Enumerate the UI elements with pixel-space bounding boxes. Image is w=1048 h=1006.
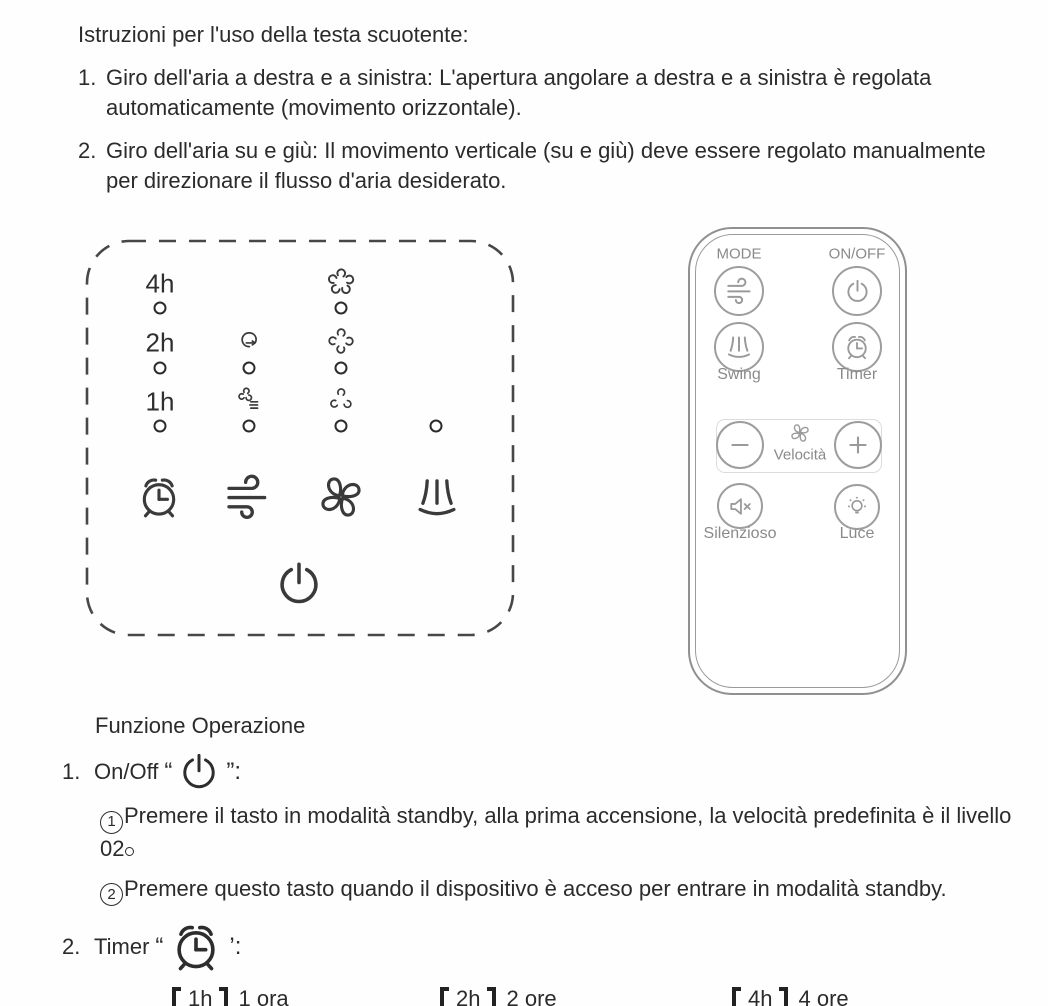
mute-icon <box>727 493 754 520</box>
indicator-dot <box>154 302 167 315</box>
intro-title: Istruzioni per l'uso della testa scuotente: <box>78 22 469 47</box>
fan-speed-icon <box>318 474 365 521</box>
mode-button <box>714 266 764 316</box>
quote-close: ”: <box>226 758 242 785</box>
alarm-timer-icon <box>169 920 223 974</box>
ideographic-period <box>125 847 134 856</box>
control-panel-diagram <box>85 239 515 637</box>
timer-value: 2 ore <box>506 986 557 1006</box>
list-number: 1. <box>78 65 97 90</box>
timer-1h-label: 1h <box>145 386 175 417</box>
timer-title: Timer <box>94 934 150 959</box>
timer-option-1h <box>172 984 289 1006</box>
note-text: Premere il tasto in modalità standby, alla prima accensione, la velocità predefinita è il livello 02 <box>100 803 1012 861</box>
diagrams-section <box>0 209 1048 707</box>
wind-mode-icon <box>725 277 753 305</box>
indicator-dot <box>335 302 348 315</box>
timer-key: 2h <box>456 986 481 1006</box>
indicator-dot <box>335 362 348 375</box>
timer-4h-label: 4h <box>145 268 175 299</box>
quote-open: “ <box>155 933 164 960</box>
intro-item-2 <box>78 136 1018 196</box>
swing-icon <box>414 474 461 521</box>
light-bulb-icon <box>844 494 870 520</box>
onoff-title: On/Off <box>94 759 159 784</box>
note-1 <box>100 801 1025 864</box>
natural-wind-icon <box>236 387 263 414</box>
bracket-close <box>779 987 788 1006</box>
timer-button <box>832 322 882 372</box>
operation-heading: Funzione Operazione <box>95 713 306 738</box>
note-text: Premere questo tasto quando il dispositivo è acceso per entrare in modalità standby. <box>124 875 947 901</box>
minus-icon <box>726 431 754 459</box>
circled-number: 2 <box>100 883 123 906</box>
operation-section <box>0 711 1048 1006</box>
speed-high-icon <box>326 267 357 298</box>
alarm-timer-icon <box>136 474 183 521</box>
indicator-dot <box>154 362 167 375</box>
power-icon <box>844 278 871 305</box>
quote-open: “ <box>164 758 173 785</box>
bracket-open <box>440 987 449 1006</box>
wind-mode-icon <box>224 474 271 521</box>
indicator-dot <box>243 420 256 433</box>
speed-minus-button <box>716 421 764 469</box>
list-number: 2. <box>78 138 97 163</box>
light-label: Luce <box>839 525 875 542</box>
indicator-dot <box>335 420 348 433</box>
timer-2h-label: 2h <box>145 327 175 358</box>
silent-label: Silenzioso <box>703 525 777 542</box>
sleep-mode-icon <box>236 328 263 355</box>
speed-low-icon <box>328 387 355 414</box>
bracket-open <box>172 987 181 1006</box>
bracket-close <box>219 987 228 1006</box>
bracket-close <box>487 987 496 1006</box>
timer-value: 4 ore <box>798 986 849 1006</box>
swing-label: Swing <box>717 366 761 383</box>
timer-label: Timer <box>836 366 878 383</box>
remote-control-diagram <box>688 227 907 695</box>
silent-button <box>717 483 763 529</box>
onoff-label: ON/OFF <box>828 245 886 263</box>
intro-item-1 <box>78 63 1018 123</box>
timer-option-4h <box>732 984 849 1006</box>
onoff-notes <box>100 801 1025 906</box>
indicator-dot <box>430 420 443 433</box>
onoff-button <box>832 266 882 316</box>
intro-item-text: Giro dell'aria a destra e a sinistra: L'apertura angolare a destra e a sinistra è regolata automaticamente (movimento orizzontale). <box>106 65 932 120</box>
power-icon <box>178 751 220 793</box>
operation-item-timer <box>62 920 1048 974</box>
mode-label: MODE <box>716 245 762 263</box>
timer-key: 1h <box>188 986 213 1006</box>
indicator-dot <box>154 420 167 433</box>
speed-plus-button <box>834 421 882 469</box>
swing-icon <box>725 333 753 361</box>
circled-number: 1 <box>100 811 123 834</box>
intro-section <box>0 0 1048 196</box>
swing-button <box>714 322 764 372</box>
quote-close: ’: <box>229 933 242 960</box>
list-number: 1. <box>62 759 81 784</box>
timer-option-2h <box>440 984 557 1006</box>
timer-key: 4h <box>748 986 773 1006</box>
operation-item-onoff <box>62 751 1048 793</box>
list-number: 2. <box>62 934 81 959</box>
velocity-label: Velocità <box>773 446 827 464</box>
light-button <box>834 484 880 530</box>
fan-icon <box>790 423 811 444</box>
note-2 <box>100 874 1025 907</box>
bracket-open <box>732 987 741 1006</box>
timer-value: 1 ora <box>238 986 289 1006</box>
power-icon <box>274 559 324 609</box>
plus-icon <box>844 431 872 459</box>
alarm-timer-icon <box>843 333 871 361</box>
timer-options-row <box>0 984 1048 1006</box>
intro-item-text: Giro dell'aria su e giù: Il movimento verticale (su e giù) deve essere regolato manualmente per direzionare il flusso d'aria desiderato. <box>106 138 986 193</box>
indicator-dot <box>243 362 256 375</box>
speed-mid-icon <box>327 327 356 356</box>
